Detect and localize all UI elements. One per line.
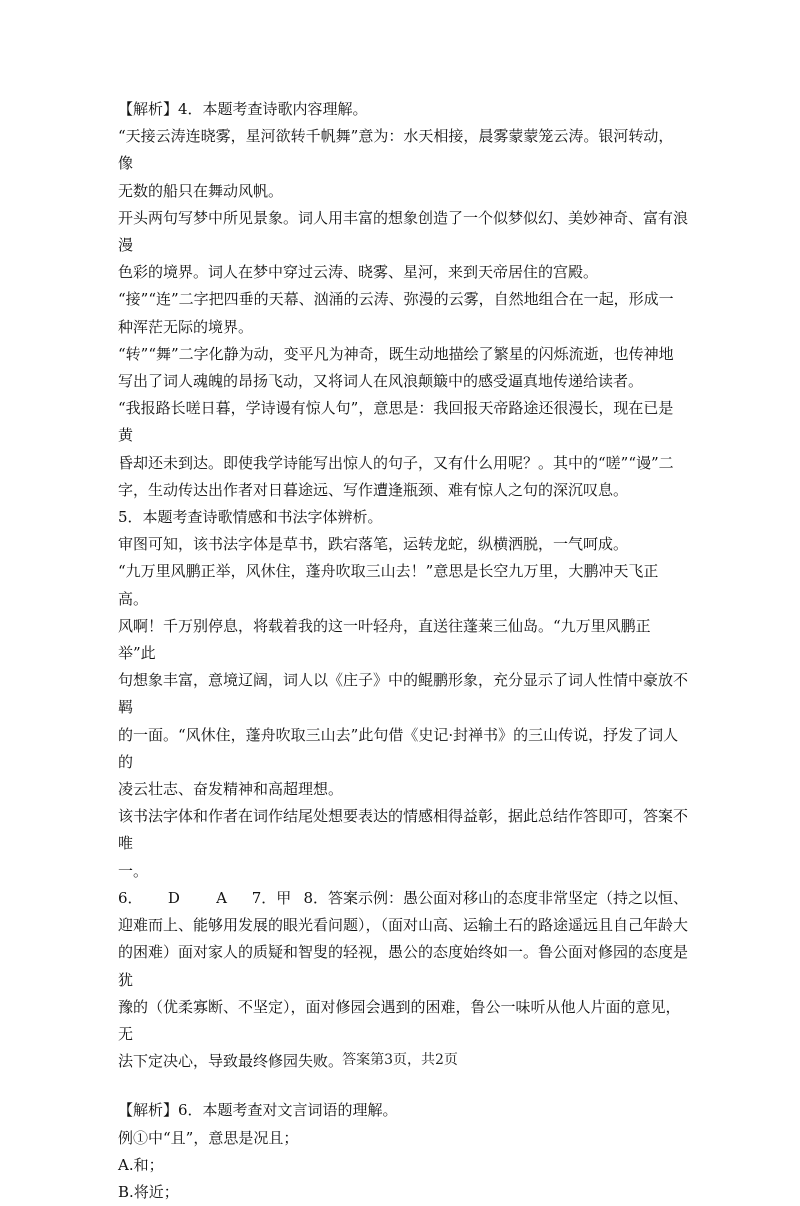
- question-6-number: 6．: [118, 888, 143, 907]
- text-line: 风啊！千万别停息，将载着我的这一叶轻舟，直送往蓬莱三仙岛。“九万里风鹏正举”此: [118, 616, 651, 663]
- text-line: “九万里风鹏正举，风休住，蓬舟吹取三山去！”意思是长空九万里，大鹏冲天飞正高。: [118, 562, 659, 608]
- text-line: 审图可知，该书法字体是草书，跌宕落笔，运转龙蛇，纵横洒脱，一气呵成。: [118, 535, 629, 554]
- text-line: 色彩的境界。词人在梦中穿过云涛、晓雾、星河，来到天帝居住的宫殿。: [118, 263, 599, 282]
- question-7-answer: 7．甲: [251, 888, 292, 907]
- page-footer: 答案第3页，共2页: [342, 1052, 458, 1068]
- text-line: 的困难）面对家人的质疑和智叟的轻视，愚公的态度始终如一。鲁公面对修园的态度是犹: [118, 943, 689, 989]
- text-line: 句想象丰富，意境辽阔，词人以《庄子》中的鲲鹏形象，充分显示了词人性情中豪放不羁: [118, 671, 689, 717]
- answer-key-row: [118, 885, 688, 912]
- answer-a: A: [216, 888, 227, 907]
- question-8-answer: 8．答案示例：愚公面对移山的态度非常坚定（持之以恒、: [303, 888, 688, 907]
- text-line: 无数的船只在舞动风帆。: [118, 181, 284, 200]
- text-line: 种浑茫无际的境界。: [118, 317, 254, 336]
- text-line: “天接云涛连晓雾，星河欲转千帆舞”意为：水天相接，晨雾蒙蒙笼云涛。银河转动，像: [118, 127, 674, 173]
- answer-d: D: [167, 888, 180, 907]
- text-line: 【解析】4．本题考查诗歌内容理解。: [118, 100, 368, 118]
- text-line: 迎难而上、能够用发展的眼光看问题），（面对山高、运输土石的路途遥远且自己年龄大: [118, 916, 689, 935]
- text-line: 豫的（优柔寡断、不坚定），面对修园会遇到的困难，鲁公一味听从他人片面的意见，无: [118, 997, 681, 1043]
- text-line: “我报路长嗟日暮，学诗谩有惊人句”，意思是：我回报天帝路途还很漫长，现在已是黄: [118, 399, 674, 445]
- text-line: 【解析】6．本题考查对文言词语的理解。: [118, 1101, 398, 1120]
- text-line: 凌云壮志、奋发精神和高超理想。: [118, 780, 344, 799]
- text-line: “转”“舞”二字化静为动，变平凡为神奇，既生动地描绘了繁星的闪烁流逝，也传神地: [118, 344, 674, 363]
- text-line: 法下定决心，导致最终修园失败。: [118, 1052, 344, 1071]
- text-line: A.和；: [118, 1155, 164, 1174]
- text-line: 5．本题考查诗歌情感和书法字体辨析。: [118, 508, 383, 527]
- answer-content: [118, 96, 688, 1206]
- text-line: 该书法字体和作者在词作结尾处想要表达的情感相得益彰，据此总结作答即可，答案不唯: [118, 807, 689, 853]
- text-line: 字，生动传达出作者对日暮途远、写作遭逢瓶颈、难有惊人之句的深沉叹息。: [118, 480, 629, 499]
- text-line: 写出了词人魂魄的昂扬飞动，又将词人在风浪颠簸中的感受逼真地传递给读者。: [118, 372, 644, 391]
- text-line: 开头两句写梦中所见景象。词人用丰富的想象创造了一个似梦似幻、美妙神奇、富有浪漫: [118, 208, 689, 255]
- text-line: 一。: [118, 861, 149, 880]
- text-line: “接”“连”二字把四垂的天幕、汹涌的云涛、弥漫的云雾，自然地组合在一起，形成一: [118, 290, 674, 309]
- text-line: B.将近；: [118, 1182, 179, 1201]
- text-line: 例①中“且”，意思是况且；: [118, 1128, 299, 1147]
- text-line: 昏却还未到达。即使我学诗能写出惊人的句子，又有什么用呢？。其中的“嗟”“谩”二: [118, 453, 674, 472]
- text-line: 的一面。“风休住，蓬舟吹取三山去”此句借《史记·封禅书》的三山传说，抒发了词人的: [118, 725, 679, 771]
